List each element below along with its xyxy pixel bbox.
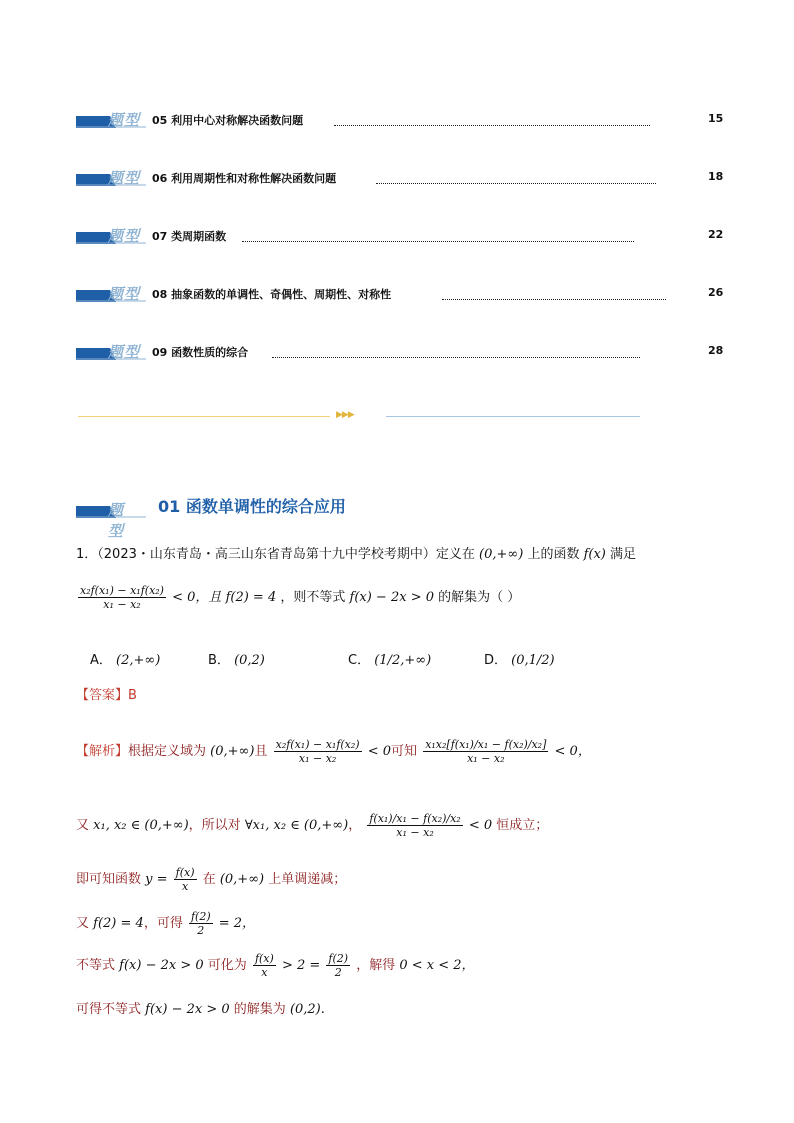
analysis-line [76, 998, 325, 1017]
function-math: f(x) [583, 547, 606, 562]
toc-row[interactable] [76, 168, 726, 188]
analysis-text: 上单调递减； [268, 872, 347, 887]
toc-label: 06 利用周期性和对称性解决函数问题 [152, 172, 337, 185]
fraction-denominator: 2 [334, 966, 342, 979]
toc-page: 26 [708, 286, 724, 299]
analysis-line: 又 x₁, x₂ ∈ (0,+∞)，所以对 ∀x₁, x₂ ∈ (0,+∞)， $\frac{\text{f(x₁)/x₁ − f(x₂)/x₂}}{\text{x₁ − x₂}}$ < 0 恒成立； [76, 812, 549, 839]
toc-label: 07 类周期函数 [152, 230, 227, 243]
question-source: （2023・山东青岛・高三山东省青岛第十九中学校考期中）定义在 [97, 547, 475, 562]
option-value: (0,1/2) [511, 653, 555, 668]
transformed-fraction [423, 738, 548, 765]
option-key: A． [90, 653, 112, 668]
toc-page: 18 [708, 170, 724, 183]
fraction-numerator: x₁x₂[f(x₁)/x₁ − f(x₂)/x₂] [425, 738, 547, 751]
triple-arrow-icon: ▶▶▶ [336, 410, 354, 420]
analysis-text: 不等式 [76, 958, 116, 973]
condition-relation: < 0，且 [172, 590, 222, 605]
question-line [76, 543, 636, 562]
fraction-numerator: f(x) [175, 866, 195, 879]
badge-label: 题型 [108, 343, 141, 361]
fraction-denominator: x₁ − x₂ [396, 826, 434, 839]
analysis-text: 恒成立； [496, 818, 549, 833]
fraction-denominator: x₁ − x₂ [467, 752, 505, 765]
fraction-numerator: x₂f(x₁) − x₁f(x₂) [275, 738, 360, 751]
option-value: (0,2) [234, 653, 265, 668]
toc-label: 05 利用中心对称解决函数问题 [152, 114, 304, 127]
option-c[interactable] [348, 649, 431, 668]
option-a[interactable] [90, 649, 160, 668]
badge-label: 题型 [108, 285, 141, 303]
divider-line [386, 416, 640, 417]
f2-math: f(2) = 4 [93, 916, 144, 931]
option-value: (1/2,+∞) [374, 653, 432, 668]
function-math: y = [145, 872, 168, 887]
toc-label: 08 抽象函数的单调性、奇偶性、周期性、对称性 [152, 288, 392, 301]
option-key: C． [348, 653, 371, 668]
answer-value: B [128, 688, 137, 703]
badge-label: 题型 [108, 169, 141, 187]
f2-math: f(2) = 4 [225, 590, 277, 605]
analysis-text: 又 [76, 818, 90, 833]
badge-label: 题型 [108, 227, 141, 245]
domain-math: (0,+∞) [479, 547, 524, 562]
toc-label: 09 函数性质的综合 [152, 346, 249, 359]
ratio-fraction [174, 866, 197, 893]
analysis-text: 即可知函数 [76, 872, 142, 887]
option-key: B． [208, 653, 230, 668]
toc-leader [442, 287, 666, 300]
relation-math: > 2 = [281, 958, 321, 973]
f2-over-2-fraction [189, 910, 213, 937]
question-text: 上的函数 [527, 547, 580, 562]
analysis-line [76, 952, 475, 979]
answer-tag: 【答案】 [76, 688, 129, 703]
relation-math: < 0 [367, 744, 392, 759]
fraction-denominator: 2 [197, 924, 205, 937]
section-title: 01 函数单调性的综合应用 [158, 497, 346, 516]
option-d[interactable] [484, 649, 555, 668]
quotient-fraction [367, 812, 462, 839]
analysis-line [76, 910, 255, 937]
answer-line [76, 684, 137, 703]
analysis-text: 的解集为 [233, 1002, 286, 1017]
toc-leader [334, 113, 650, 126]
set-math: ∀x₁, x₂ ∈ (0,+∞) [244, 818, 349, 833]
fraction-numerator: f(x₁)/x₁ − f(x₂)/x₂ [369, 812, 461, 825]
badge-label: 题型 [108, 111, 141, 129]
domain-math: (0,+∞) [210, 744, 255, 759]
analysis-line [76, 866, 346, 893]
relation-math: < 0 [468, 818, 493, 833]
question-text: 的解集为（ ） [438, 590, 521, 605]
question-text: ，则不等式 [280, 590, 346, 605]
ratio-fraction [253, 952, 276, 979]
toc-row[interactable] [76, 284, 726, 304]
fraction-numerator: x₂f(x₁) − x₁f(x₂) [80, 584, 164, 597]
toc-row[interactable] [76, 110, 726, 130]
question-line [76, 584, 520, 611]
fraction-numerator: f(x) [254, 952, 274, 965]
analysis-text: 可得不等式 [76, 1002, 142, 1017]
analysis-tag: 【解析】 [76, 744, 129, 759]
divider-line [78, 416, 330, 417]
toc-page: 22 [708, 228, 724, 241]
analysis-line [76, 738, 591, 765]
domain-math: (0,+∞) [219, 872, 265, 887]
fraction-numerator: f(2) [328, 952, 349, 965]
badge-label: 题型 [108, 501, 125, 540]
relation-math: = 2， [218, 916, 256, 931]
toc-page: 28 [708, 344, 724, 357]
toc-page: 15 [708, 112, 724, 125]
question-number: 1． [76, 547, 98, 562]
option-value: (2,+∞) [116, 653, 161, 668]
toc-leader [242, 229, 634, 242]
analysis-text: 可知 [391, 744, 418, 759]
condition-fraction [274, 738, 362, 765]
condition-fraction [78, 584, 166, 611]
fraction-denominator: x [181, 880, 189, 893]
analysis-text: ，可得 [143, 916, 183, 931]
solution-set-math: (0,2). [289, 1002, 325, 1017]
toc-leader [272, 345, 640, 358]
analysis-text: 在 [202, 872, 216, 887]
toc-row[interactable] [76, 342, 726, 362]
relation-math: < 0， [554, 744, 591, 759]
f2-over-2-fraction [326, 952, 350, 979]
fraction-denominator: x₁ − x₂ [298, 752, 337, 765]
fraction-denominator: x₁ − x₂ [103, 598, 141, 611]
inequality-math: f(x) − 2x > 0 [145, 1002, 230, 1017]
analysis-text: 可化为 [207, 958, 247, 973]
solution-math: 0 < x < 2， [399, 958, 475, 973]
set-math: x₁, x₂ ∈ (0,+∞) [93, 818, 189, 833]
option-key: D． [484, 653, 508, 668]
fraction-numerator: f(2) [190, 910, 211, 923]
analysis-text: ，所以对 [188, 818, 241, 833]
toc-row[interactable] [76, 226, 726, 246]
question-text: 满足 [610, 547, 637, 562]
inequality-math: f(x) − 2x > 0 [119, 958, 204, 973]
option-b[interactable] [208, 649, 265, 668]
inequality-math: f(x) − 2x > 0 [349, 590, 434, 605]
toc-leader [376, 171, 656, 184]
analysis-text: 且 [254, 744, 268, 759]
fraction-denominator: x [261, 966, 268, 979]
analysis-text: ，解得 [356, 958, 396, 973]
analysis-text: 又 [76, 916, 90, 931]
analysis-text: 根据定义域为 [128, 744, 207, 759]
